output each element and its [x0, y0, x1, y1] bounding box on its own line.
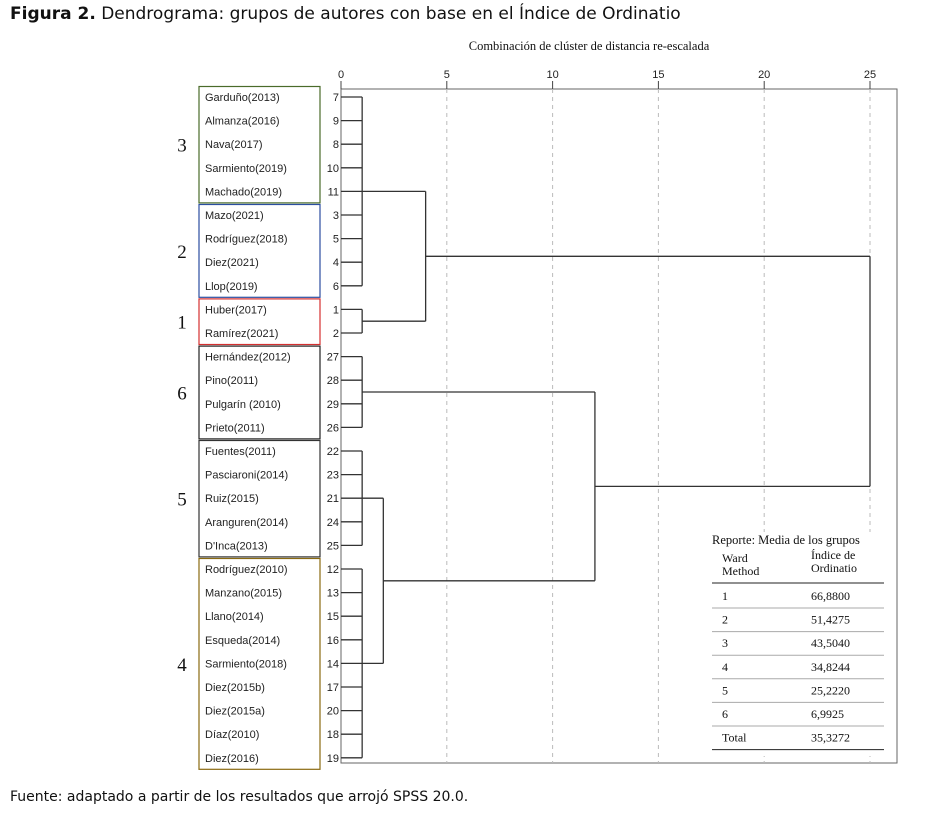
case-number: 10 — [326, 162, 339, 175]
leaf-label: Mazo(2021) — [205, 210, 264, 222]
report-value: 34,8244 — [811, 659, 850, 674]
group-number-6: 6 — [177, 383, 187, 405]
leaf-label: Huber(2017) — [205, 304, 267, 317]
report-method: Total — [722, 730, 747, 745]
case-number: 23 — [326, 469, 339, 482]
leaf-label: Almanza(2016) — [205, 115, 280, 128]
case-number: 12 — [326, 564, 339, 576]
leaf-label: Pulgarín (2010) — [205, 398, 281, 411]
group-number-3: 3 — [177, 135, 187, 157]
figure-label: Figura 2. — [10, 4, 96, 24]
case-number: 6 — [332, 280, 339, 293]
leaf-label: Diez(2015a) — [205, 705, 265, 718]
leaf-label: Fuentes(2011) — [205, 446, 276, 458]
leaf-label: Manzano(2015) — [205, 587, 283, 600]
report-method: 1 — [722, 589, 728, 603]
group-number-1: 1 — [177, 312, 187, 334]
case-number: 27 — [326, 351, 339, 364]
x-tick-label: 20 — [758, 69, 771, 81]
case-number: 21 — [326, 493, 339, 506]
leaf-label: Rodríguez(2018) — [205, 233, 288, 246]
x-tick-label: 0 — [337, 69, 345, 81]
x-tick-label: 10 — [546, 69, 559, 81]
leaf-label: Prieto(2011) — [205, 422, 265, 435]
case-number: 3 — [332, 210, 339, 222]
leaf-label: Diez(2016) — [205, 752, 259, 765]
report-value: 66,8800 — [811, 589, 850, 603]
x-tick-label: 15 — [652, 69, 665, 81]
case-number: 14 — [326, 658, 339, 671]
case-number: 11 — [327, 186, 339, 199]
leaf-label: Ruiz(2015) — [205, 493, 259, 506]
leaf-label: Diez(2015b) — [205, 682, 265, 694]
leaf-label: Hernández(2012) — [205, 351, 291, 364]
leaf-label: D'Inca(2013) — [205, 540, 268, 553]
leaf-label: Llano(2014) — [205, 611, 264, 624]
report-method: 4 — [722, 659, 728, 674]
case-number: 9 — [332, 115, 339, 128]
case-number: 17 — [326, 682, 339, 694]
leaf-label: Ramírez(2021) — [205, 328, 279, 340]
group-number-4: 4 — [177, 654, 187, 676]
group-number-5: 5 — [177, 489, 187, 511]
group-number-2: 2 — [177, 241, 187, 263]
leaf-label: Llop(2019) — [205, 280, 258, 293]
report-value: 51,4275 — [811, 612, 850, 627]
case-number: 8 — [332, 139, 339, 152]
x-tick-label: 5 — [443, 69, 450, 81]
leaf-label: Díaz(2010) — [205, 729, 260, 742]
case-number: 15 — [326, 611, 339, 624]
report-col2-line1: Índice de — [811, 548, 856, 562]
leaf-label: Sarmiento(2019) — [205, 162, 287, 175]
case-number: 20 — [326, 705, 339, 718]
case-number: 4 — [332, 257, 339, 270]
case-number: 24 — [326, 516, 339, 529]
case-number: 25 — [326, 540, 339, 553]
leaf-label: Aranguren(2014) — [205, 516, 289, 529]
report-title: Reporte: Media de los grupos — [712, 533, 860, 547]
leaf-label: Esqueda(2014) — [205, 634, 281, 647]
case-number: 13 — [326, 587, 339, 600]
leaf-label: Sarmiento(2018) — [205, 658, 287, 671]
report-value: 43,5040 — [811, 636, 850, 651]
leaf-label: Diez(2021) — [205, 257, 259, 270]
report-value: 35,3272 — [811, 730, 850, 745]
case-number: 28 — [326, 375, 339, 388]
case-number: 22 — [326, 446, 339, 458]
chart-title: Combinación de clúster de distancia re-escalada — [468, 39, 710, 53]
report-value: 25,2220 — [811, 683, 850, 698]
report-method: 6 — [722, 707, 728, 721]
leaf-label: Garduño(2013) — [205, 92, 280, 104]
figure-source: Fuente: adaptado a partir de los resultados que arrojó SPSS 20.0. — [10, 789, 469, 805]
leaf-label: Pino(2011) — [205, 375, 258, 388]
report-col1-line1: Ward — [722, 551, 748, 565]
report-value: 6,9925 — [811, 707, 844, 721]
case-number: 1 — [332, 304, 339, 317]
leaf-label: Machado(2019) — [205, 186, 283, 199]
case-number: 5 — [332, 233, 339, 246]
report-col2-line2: Ordinatio — [811, 561, 857, 575]
case-number: 29 — [326, 398, 339, 411]
case-number: 18 — [326, 729, 339, 742]
leaf-label: Pasciaroni(2014) — [205, 469, 289, 482]
case-number: 26 — [326, 422, 339, 435]
case-number: 2 — [332, 328, 339, 340]
report-method: 2 — [722, 612, 728, 627]
case-number: 16 — [326, 634, 339, 647]
report-col1-line2: Method — [722, 564, 760, 578]
report-method: 3 — [722, 636, 728, 651]
x-tick-label: 25 — [863, 69, 877, 81]
case-number: 7 — [332, 92, 339, 104]
leaf-label: Rodríguez(2010) — [205, 564, 288, 576]
case-number: 19 — [326, 752, 339, 765]
figure-title: Dendrograma: grupos de autores con base en el Índice de Ordinatio — [101, 4, 681, 24]
report-method: 5 — [722, 683, 728, 698]
leaf-label: Nava(2017) — [205, 139, 263, 152]
